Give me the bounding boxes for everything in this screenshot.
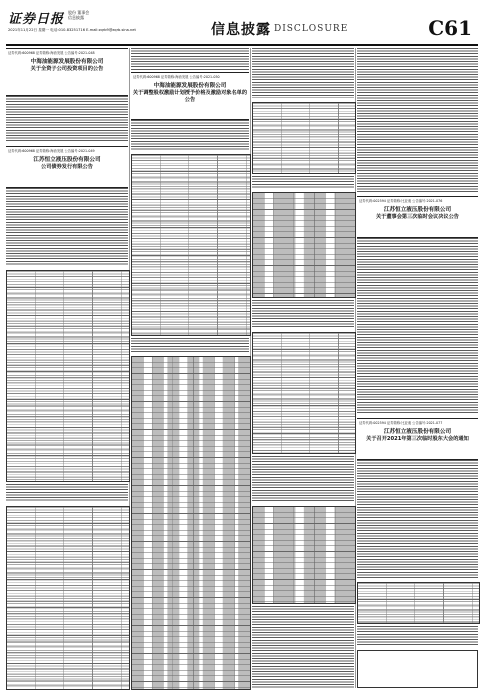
page-number: C61 [428,16,472,40]
masthead-info: 2021年11月22日 星期一 电话:010-83251716 E-mail:zqrb9@zqrb.sina.net [8,28,136,32]
notice-meta: 证券代码:600968 证券简称:海油发展 公告编号:2021-049 [8,149,95,153]
data-table [252,192,356,298]
column-4 [357,48,478,688]
notice-body [6,484,128,502]
data-table [131,154,251,336]
notice-header [6,146,128,188]
notice-header [357,196,478,238]
notice-header [357,418,478,460]
notice-meta: 证券代码:600968 证券简称:海油发展 公告编号:2021-050 [133,75,220,79]
notice-meta: 证券代码:002594 证券简称:比亚迪 公告编号:2021-076 [359,199,443,203]
notice-body [357,238,478,414]
data-table [357,582,480,624]
notice-body [252,48,354,98]
notice-company: 江苏恒立液压股份有限公司 [33,157,101,163]
notice-body [357,460,478,578]
notice-body [357,48,478,192]
notice-header [6,48,128,96]
notice-title: 关于召开2021年第三次临时股东大会的通知 [366,436,469,442]
notice-meta: 证券代码:002594 证券简称:比亚迪 公告编号:2021-077 [359,421,443,425]
notice-meta: 证券代码:600968 证券简称:海油发展 公告编号:2021-048 [8,51,95,55]
column-1 [6,48,128,688]
masthead-rule [6,44,478,46]
section-title: 信息披露 [211,22,271,38]
data-table [252,506,356,604]
notice-body [357,626,478,646]
column-3 [252,48,354,688]
notice-title: 公司债券发行有限公告 [41,164,93,170]
notice-body [252,176,354,188]
notice-body [131,338,249,352]
notice-body [252,456,354,502]
notice-title: 关于全资子公司投资项目的公告 [30,66,104,72]
column-2 [131,48,249,688]
notice-body [131,48,249,70]
data-table [252,332,356,454]
notice-title: 关于董事会第三次临时会议决议公告 [375,214,459,220]
data-table [6,270,130,482]
masthead-sub2: 信息披露 [68,15,84,20]
signature-box [357,650,478,688]
notice-body [252,606,354,688]
notice-body [6,96,128,142]
notice-company: 中海油能源发展股份有限公司 [153,83,227,89]
newspaper-logo: 证券日报 [8,12,65,27]
notice-header [131,72,249,120]
data-table [131,356,251,690]
masthead-sub1: 股份 董事会 [68,10,90,15]
notice-title: 关于调整股权激励计划授予价格及激励对象名单的公告 [132,90,248,103]
masthead [6,4,478,44]
notice-company: 江苏恒立液压股份有限公司 [383,207,452,213]
notice-company: 江苏恒立液压股份有限公司 [383,429,452,435]
notice-body [6,188,128,266]
notice-company: 中海油能源发展股份有限公司 [30,59,104,65]
notice-body [131,120,249,150]
notice-body [252,300,354,328]
section-title-en: DISCLOSURE [274,24,349,34]
data-table [6,506,130,690]
data-table [252,102,356,174]
